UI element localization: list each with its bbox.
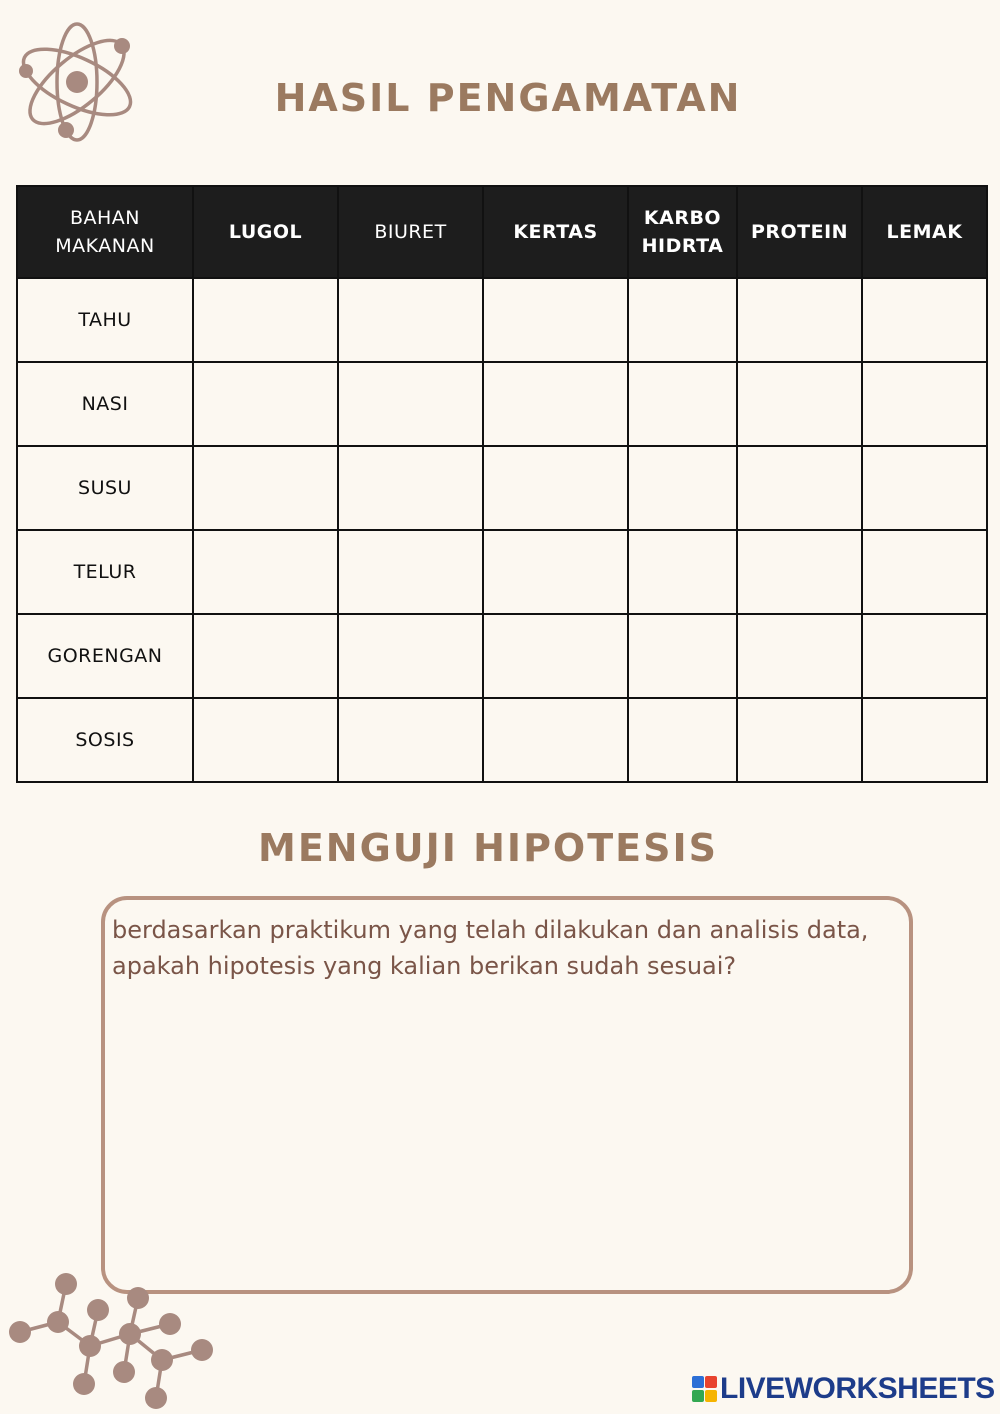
answer-cell[interactable] [193,614,338,698]
answer-cell[interactable] [628,614,737,698]
food-name: TAHU [17,278,193,362]
answer-cell[interactable] [628,446,737,530]
liveworksheets-logo-text: LIVEWORKSHEETS [720,1372,995,1405]
answer-cell[interactable] [338,278,483,362]
answer-cell[interactable] [193,362,338,446]
column-header: LEMAK [862,186,987,278]
answer-cell[interactable] [483,278,628,362]
food-name: SOSIS [17,698,193,782]
food-name: NASI [17,362,193,446]
molecule-icon [0,1266,230,1414]
answer-cell[interactable] [737,614,862,698]
column-header: LUGOL [193,186,338,278]
table-row [17,614,987,698]
answer-cell[interactable] [483,362,628,446]
answer-cell[interactable] [628,278,737,362]
column-header: PROTEIN [737,186,862,278]
column-header: BAHAN MAKANAN [17,186,193,278]
hypothesis-prompt: berdasarkan praktikum yang telah dilakukan dan analisis data, apakah hipotesis yang kalian berikan sudah sesuai? [112,916,869,980]
answer-cell[interactable] [483,446,628,530]
food-name: GORENGAN [17,614,193,698]
observation-title: HASIL PENGAMATAN [274,76,742,120]
answer-cell[interactable] [193,446,338,530]
answer-cell[interactable] [862,614,987,698]
answer-cell[interactable] [862,530,987,614]
table-row [17,278,987,362]
column-header: BIURET [338,186,483,278]
table-row [17,446,987,530]
answer-cell[interactable] [628,530,737,614]
answer-cell[interactable] [338,446,483,530]
answer-cell[interactable] [862,446,987,530]
food-name: SUSU [17,446,193,530]
answer-cell[interactable] [737,362,862,446]
liveworksheets-logo-icon [692,1376,718,1402]
answer-cell[interactable] [193,530,338,614]
answer-cell[interactable] [862,278,987,362]
column-header: KARBO HIDRTA [628,186,737,278]
observation-table [16,185,988,783]
answer-cell[interactable] [862,698,987,782]
table-row [17,362,987,446]
column-header: KERTAS [483,186,628,278]
table-row [17,530,987,614]
liveworksheets-logo [692,1372,995,1406]
answer-cell[interactable] [737,446,862,530]
answer-cell[interactable] [628,698,737,782]
answer-cell[interactable] [737,278,862,362]
answer-cell[interactable] [483,614,628,698]
table-row [17,698,987,782]
food-name: TELUR [17,530,193,614]
answer-cell[interactable] [338,614,483,698]
answer-cell[interactable] [737,698,862,782]
answer-cell[interactable] [737,530,862,614]
table-header-row [17,186,987,278]
hypothesis-title: MENGUJI HIPOTESIS [258,826,718,870]
answer-cell[interactable] [338,530,483,614]
answer-cell[interactable] [193,278,338,362]
answer-cell[interactable] [338,362,483,446]
answer-cell[interactable] [338,698,483,782]
answer-cell[interactable] [862,362,987,446]
answer-cell[interactable] [483,698,628,782]
answer-cell[interactable] [483,530,628,614]
answer-cell[interactable] [628,362,737,446]
answer-cell[interactable] [193,698,338,782]
